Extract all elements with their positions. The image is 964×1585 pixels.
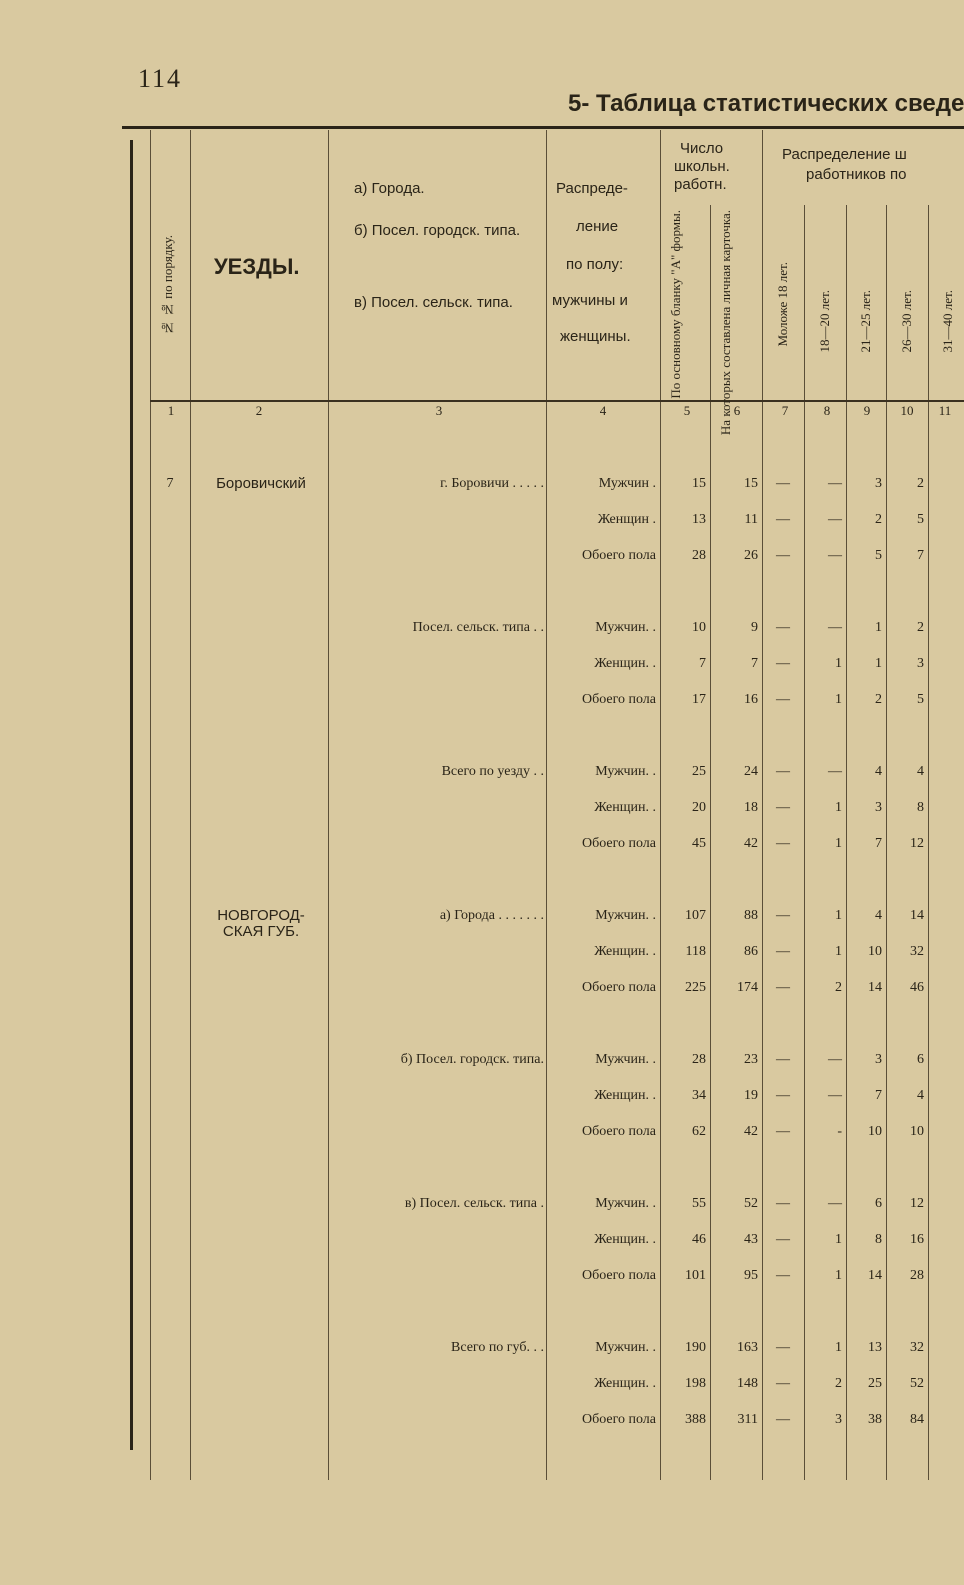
table-cell-c8: 1 bbox=[835, 944, 842, 959]
table-cell-c5: 25 bbox=[692, 764, 706, 779]
table-cell-c10: 12 bbox=[910, 836, 924, 851]
table-cell-place: г. Боровичи . . . . . bbox=[440, 476, 544, 491]
table-cell-sex: Женщин . bbox=[597, 512, 656, 527]
table-cell-c8: 1 bbox=[835, 908, 842, 923]
table-cell-c8: 2 bbox=[835, 980, 842, 995]
table-cell-c9: 14 bbox=[868, 980, 882, 995]
table-cell-place: Посел. сельск. типа . . bbox=[412, 620, 544, 635]
table-cell-c8: — bbox=[828, 476, 842, 491]
table-cell-c5: 225 bbox=[685, 980, 706, 995]
table-cell-c6: 9 bbox=[751, 620, 758, 635]
table-cell-c6: 11 bbox=[744, 512, 758, 527]
table-cell-c9: 13 bbox=[868, 1340, 882, 1355]
table-cell-c7: — bbox=[776, 836, 790, 851]
table-cell-c5: 55 bbox=[692, 1196, 706, 1211]
colnum: 4 bbox=[599, 403, 607, 418]
table-cell-c8: 1 bbox=[835, 1340, 842, 1355]
header-col3-b: б) Посел. городск. типа. bbox=[354, 222, 521, 239]
table-cell-c5: 190 bbox=[685, 1340, 706, 1355]
table-cell-c7: — bbox=[776, 944, 790, 959]
table-cell-c9: 2 bbox=[875, 692, 882, 707]
header-group1-l2: школьн. bbox=[674, 158, 730, 175]
table-cell-c10: 7 bbox=[917, 548, 924, 563]
table-cell-c9: 3 bbox=[875, 476, 882, 491]
table-cell-c10: 6 bbox=[917, 1052, 924, 1067]
table-cell-c5: 388 bbox=[685, 1412, 706, 1427]
table-cell-c7: — bbox=[776, 1340, 790, 1355]
table-cell-c9: 2 bbox=[875, 512, 882, 527]
header-col10: 26—30 лет. bbox=[899, 290, 914, 353]
table-cell-c6: 16 bbox=[744, 692, 758, 707]
table-cell-c10: 2 bbox=[917, 620, 924, 635]
table-cell-c6: 26 bbox=[744, 548, 758, 563]
table-cell-c9: 10 bbox=[868, 944, 882, 959]
table-cell-c9: 5 bbox=[875, 548, 882, 563]
table-cell-c7: — bbox=[776, 548, 790, 563]
table-cell-c6: 148 bbox=[737, 1376, 758, 1391]
table-cell-c8: 1 bbox=[835, 692, 842, 707]
col-line bbox=[546, 130, 547, 1480]
table-cell-c8: — bbox=[828, 1088, 842, 1103]
table-cell-c6: 7 bbox=[751, 656, 758, 671]
table-cell-c6: 24 bbox=[744, 764, 758, 779]
col-line bbox=[660, 130, 661, 1480]
table-cell-c6: 95 bbox=[744, 1268, 758, 1283]
table-cell-sex: Мужчин. . bbox=[595, 908, 656, 923]
table-cell-sex: Мужчин. . bbox=[595, 1052, 656, 1067]
table-cell-c5: 62 bbox=[692, 1124, 706, 1139]
table-cell-c6: 15 bbox=[744, 476, 758, 491]
table-cell-c5: 34 bbox=[692, 1088, 706, 1103]
table-cell-uezd: Боровичский bbox=[216, 475, 306, 492]
table-cell-c10: 5 bbox=[917, 512, 924, 527]
table-cell-c7: — bbox=[776, 908, 790, 923]
table-cell-c7: — bbox=[776, 512, 790, 527]
table-cell-c7: — bbox=[776, 656, 790, 671]
col-line bbox=[886, 205, 887, 1480]
table-cell-c9: 7 bbox=[875, 1088, 882, 1103]
col-line bbox=[150, 130, 151, 1480]
table-cell-c9: 4 bbox=[875, 764, 882, 779]
left-margin-bar bbox=[130, 140, 133, 1450]
table-cell-c5: 15 bbox=[692, 476, 706, 491]
header-col8: 18—20 лет. bbox=[817, 290, 832, 353]
table-cell-c8: 1 bbox=[835, 656, 842, 671]
table-cell-sex: Женщин. . bbox=[594, 1376, 656, 1391]
colnum: 3 bbox=[435, 403, 443, 418]
col-line bbox=[846, 205, 847, 1480]
table-cell-c6: 88 bbox=[744, 908, 758, 923]
table-cell-c6: 42 bbox=[744, 836, 758, 851]
table-cell-sex: Обоего пола bbox=[581, 1268, 656, 1283]
table-cell-place: Всего по губ. . . bbox=[450, 1340, 544, 1355]
table-cell-c10: 4 bbox=[917, 1088, 924, 1103]
table-cell-c5: 198 bbox=[685, 1376, 706, 1391]
table-cell-c10: 28 bbox=[910, 1268, 924, 1283]
header-col6: На которых составлена личная карточка. bbox=[718, 210, 733, 436]
table-cell-c9: 3 bbox=[875, 1052, 882, 1067]
table-cell-c5: 17 bbox=[692, 692, 706, 707]
table-cell-c7: — bbox=[776, 1124, 790, 1139]
table-cell-sex: Обоего пола bbox=[581, 1124, 656, 1139]
colnum: 10 bbox=[900, 403, 914, 418]
table-cell-c9: 10 bbox=[868, 1124, 882, 1139]
table-cell-c8: 1 bbox=[835, 800, 842, 815]
table-cell-c5: 13 bbox=[692, 512, 706, 527]
table-cell-c5: 10 bbox=[692, 620, 706, 635]
header-col1: № № по порядку. bbox=[160, 235, 175, 336]
table-cell-c8: 2 bbox=[835, 1376, 842, 1391]
table-cell-c9: 4 bbox=[875, 908, 882, 923]
table-cell-c8: — bbox=[828, 1052, 842, 1067]
table-cell-c10: 10 bbox=[910, 1124, 924, 1139]
col-line bbox=[928, 205, 929, 1480]
table-cell-c5: 101 bbox=[685, 1268, 706, 1283]
table-cell-c10: 14 bbox=[910, 908, 924, 923]
table-cell-c5: 107 bbox=[685, 908, 706, 923]
table-cell-c7: — bbox=[776, 1052, 790, 1067]
header-rule bbox=[150, 400, 964, 402]
table-cell-sex: Мужчин. . bbox=[595, 620, 656, 635]
table-cell-c10: 3 bbox=[917, 656, 924, 671]
table-cell-c10: 4 bbox=[917, 764, 924, 779]
colnum: 8 bbox=[823, 403, 831, 418]
table-cell-c5: 118 bbox=[685, 944, 706, 959]
table-cell-c7: — bbox=[776, 800, 790, 815]
table-cell-c10: 12 bbox=[910, 1196, 924, 1211]
table-cell-c7: — bbox=[776, 980, 790, 995]
colnum: 6 bbox=[733, 403, 741, 418]
table-cell-sex: Обоего пола bbox=[581, 836, 656, 851]
table-cell-sex: Женщин. . bbox=[594, 800, 656, 815]
col-line bbox=[328, 130, 329, 1480]
table-cell-c8: 3 bbox=[835, 1412, 842, 1427]
header-group1-l1: Число bbox=[680, 140, 724, 157]
header-col5: По основному бланку "А" формы. bbox=[668, 210, 683, 399]
table-cell-c8: 1 bbox=[835, 1268, 842, 1283]
header-col4-l1: Распреде- bbox=[556, 180, 628, 197]
table-cell-c6: 52 bbox=[744, 1196, 758, 1211]
header-group2-l1: Распределение ш bbox=[782, 146, 907, 163]
table-cell-c10: 5 bbox=[917, 692, 924, 707]
table-cell-sex: Обоего пола bbox=[581, 980, 656, 995]
table-cell-c6: 23 bbox=[744, 1052, 758, 1067]
table-cell-c10: 16 bbox=[910, 1232, 924, 1247]
table-cell-c5: 7 bbox=[699, 656, 706, 671]
table-cell-c10: 52 bbox=[910, 1376, 924, 1391]
table-cell-c9: 14 bbox=[868, 1268, 882, 1283]
header-col4-l3: по полу: bbox=[566, 256, 624, 273]
table-cell-c6: 163 bbox=[737, 1340, 758, 1355]
table-cell-c7: — bbox=[776, 1412, 790, 1427]
table-title: 5- Таблица статистических сведе bbox=[568, 90, 964, 117]
col-line bbox=[710, 205, 711, 1480]
table-cell-sex: Женщин. . bbox=[594, 1088, 656, 1103]
table-cell-c8: 1 bbox=[835, 1232, 842, 1247]
colnum: 5 bbox=[683, 403, 691, 418]
table-cell-c7: — bbox=[776, 692, 790, 707]
table-cell-sex: Мужчин . bbox=[598, 476, 656, 491]
table-cell-sex: Мужчин. . bbox=[595, 1196, 656, 1211]
table-cell-c6: 43 bbox=[744, 1232, 758, 1247]
table-cell-c8: 1 bbox=[835, 836, 842, 851]
table-cell-place: а) Города . . . . . . . bbox=[439, 908, 544, 923]
table-cell-sex: Мужчин. . bbox=[595, 764, 656, 779]
table-cell-c5: 20 bbox=[692, 800, 706, 815]
table-cell-c10: 84 bbox=[910, 1412, 924, 1427]
table-cell-c9: 1 bbox=[875, 656, 882, 671]
table-cell-c9: 8 bbox=[875, 1232, 882, 1247]
header-col7: Моложе 18 лет. bbox=[775, 262, 790, 347]
header-col9: 21—25 лет. bbox=[858, 290, 873, 353]
table-cell-c8: — bbox=[828, 620, 842, 635]
table-cell-c9: 6 bbox=[875, 1196, 882, 1211]
table-cell-place: в) Посел. сельск. типа . bbox=[404, 1196, 544, 1211]
header-col11: 31—40 лет. bbox=[940, 290, 955, 353]
colnum: 2 bbox=[255, 403, 263, 418]
table-cell-c10: 8 bbox=[917, 800, 924, 815]
header-group2-l2: работников по bbox=[806, 166, 907, 183]
table-cell-c9: 38 bbox=[868, 1412, 882, 1427]
table-cell-c8: — bbox=[828, 512, 842, 527]
header-col4-l5: женщины. bbox=[560, 328, 631, 345]
table-cell-c8: — bbox=[828, 764, 842, 779]
table-cell-sex: Обоего пола bbox=[581, 548, 656, 563]
table-cell-sex: Мужчин. . bbox=[595, 1340, 656, 1355]
top-rule bbox=[122, 126, 964, 129]
table-cell-c6: 174 bbox=[737, 980, 758, 995]
table-cell-sex: Обоего пола bbox=[581, 1412, 656, 1427]
header-col3-a: а) Города. bbox=[354, 180, 425, 197]
col-line bbox=[190, 130, 191, 1480]
table-cell-c9: 1 bbox=[875, 620, 882, 635]
table-cell-c6: 19 bbox=[744, 1088, 758, 1103]
table-cell-c8: — bbox=[828, 548, 842, 563]
header-col2: УЕЗДЫ. bbox=[214, 254, 300, 279]
table-cell-c6: 86 bbox=[744, 944, 758, 959]
table-cell-c5: 28 bbox=[692, 548, 706, 563]
table-cell-c9: 7 bbox=[875, 836, 882, 851]
table-cell-sex: Обоего пола bbox=[581, 692, 656, 707]
table-cell-c7: — bbox=[776, 620, 790, 635]
table-cell-c7: — bbox=[776, 1196, 790, 1211]
table-cell-c5: 45 bbox=[692, 836, 706, 851]
table-cell-place: Всего по уезду . . bbox=[441, 764, 544, 779]
table-cell-c5: 46 bbox=[692, 1232, 706, 1247]
colnum: 7 bbox=[781, 403, 789, 418]
table-cell-sex: Женщин. . bbox=[594, 1232, 656, 1247]
table-cell-c7: — bbox=[776, 1376, 790, 1391]
table-cell-c8: - bbox=[837, 1124, 842, 1139]
table-cell-c10: 46 bbox=[910, 980, 924, 995]
table-cell-c5: 28 bbox=[692, 1052, 706, 1067]
header-group1-l3: работн. bbox=[674, 176, 727, 193]
table-cell-c10: 32 bbox=[910, 1340, 924, 1355]
colnum: 1 bbox=[167, 403, 175, 418]
colnum: 11 bbox=[938, 403, 952, 418]
table-cell-c7: — bbox=[776, 1268, 790, 1283]
col-line bbox=[762, 130, 763, 1480]
table-cell-c10: 32 bbox=[910, 944, 924, 959]
table-cell-c9: 3 bbox=[875, 800, 882, 815]
table-cell-place: б) Посел. городск. типа. bbox=[400, 1052, 544, 1067]
header-col4-l2: ление bbox=[576, 218, 619, 235]
table-cell-c6: 311 bbox=[737, 1412, 758, 1427]
header-col4-l4: мужчины и bbox=[552, 292, 628, 309]
colnum: 9 bbox=[863, 403, 871, 418]
table-cell-c7: — bbox=[776, 476, 790, 491]
table-cell-c7: — bbox=[776, 764, 790, 779]
table-cell-c6: 42 bbox=[744, 1124, 758, 1139]
table-cell-c8: — bbox=[828, 1196, 842, 1211]
header-col3-c: в) Посел. сельск. типа. bbox=[354, 294, 513, 311]
table-cell-c7: — bbox=[776, 1232, 790, 1247]
table-cell-c7: — bbox=[776, 1088, 790, 1103]
table-cell-uezd: НОВГОРОД- СКАЯ ГУБ. bbox=[217, 907, 305, 940]
table-cell-sex: Женщин. . bbox=[594, 656, 656, 671]
table-cell-c6: 18 bbox=[744, 800, 758, 815]
table-cell-no: 7 bbox=[166, 476, 174, 491]
col-line bbox=[804, 205, 805, 1480]
page-number: 114 bbox=[138, 64, 183, 93]
table-cell-c9: 25 bbox=[868, 1376, 882, 1391]
table-cell-c10: 2 bbox=[917, 476, 924, 491]
table-cell-sex: Женщин. . bbox=[594, 944, 656, 959]
